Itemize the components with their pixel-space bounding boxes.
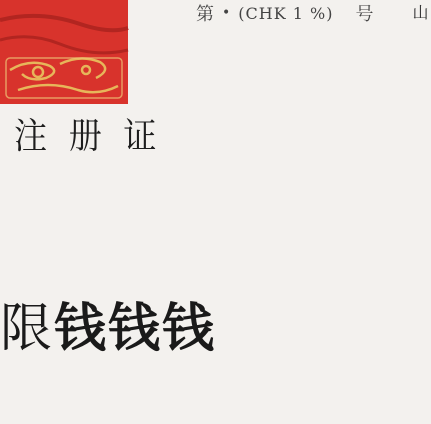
certificate-number-line [196,0,373,26]
edge-char: 山 [410,4,429,20]
number-prefix: 第 [196,4,214,25]
number-suffix: 号 [355,4,374,25]
red-cover-emblem [0,0,128,104]
register-certificate-label: 注 册 证 [14,116,163,157]
emblem-ornament-icon [0,0,128,104]
certificate-number-code: (CHK 1 %) [238,3,334,23]
amount-char: 钱 [54,298,107,359]
amount-char: 钱 [108,298,161,359]
amount-char: 钱 [162,298,215,359]
amount-text-row [0,286,214,361]
bullet-dot: • [222,5,231,21]
amount-prefix: 限 [0,299,53,359]
